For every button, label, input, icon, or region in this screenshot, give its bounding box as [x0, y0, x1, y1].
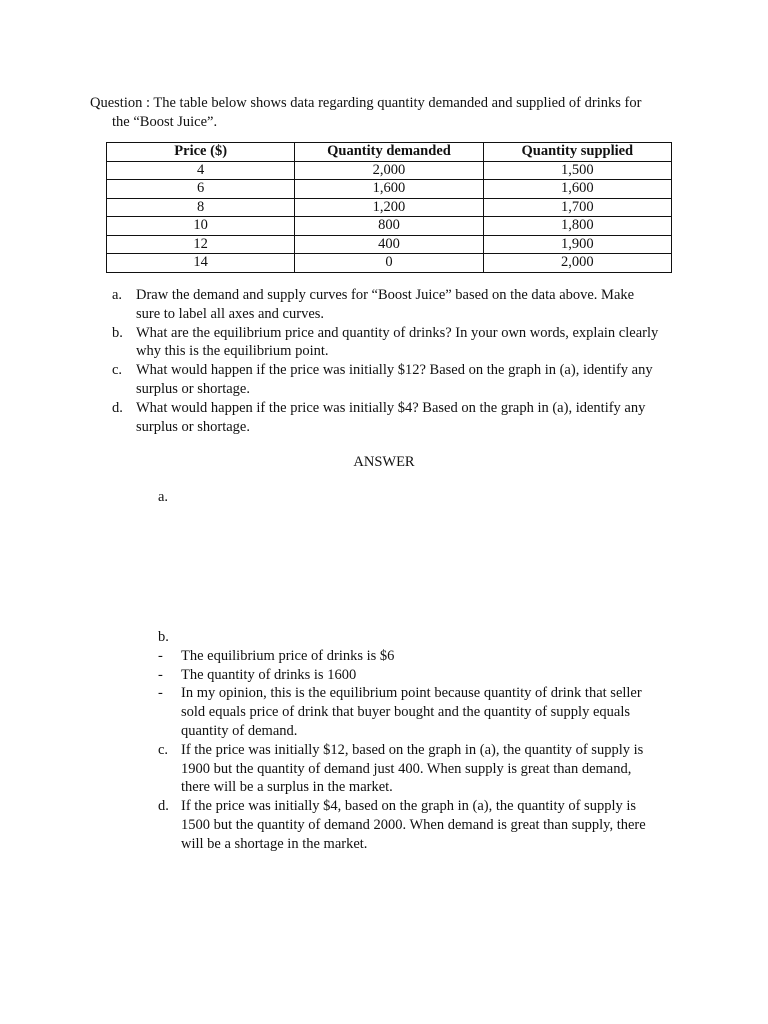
table-row [107, 217, 672, 236]
answer-line: there will be a surplus in the market. [181, 779, 393, 796]
answer-line: will be a shortage in the market. [181, 835, 368, 852]
task-item-b [112, 324, 682, 362]
answer-b-marker: b. [158, 629, 169, 645]
cell-supplied: 1,800 [483, 217, 671, 236]
task-line: surplus or shortage. [136, 418, 250, 435]
list-item [158, 666, 678, 685]
answer-a-marker: a. [158, 489, 169, 505]
table-row [107, 161, 672, 180]
answer-d [158, 797, 678, 853]
task-item-c [112, 361, 682, 399]
cell-demanded: 1,200 [295, 198, 483, 217]
answer-d-marker: d. [158, 798, 169, 815]
answer-line: If the price was initially $12, based on the graph in (a), the quantity of supply is [181, 741, 644, 758]
bullet-dash: - [158, 685, 163, 702]
task-marker: c. [112, 362, 123, 379]
answer-c-marker: c. [158, 741, 169, 758]
task-item-d [112, 399, 682, 437]
header-quantity-supplied: Quantity supplied [483, 143, 671, 162]
task-marker: d. [112, 399, 123, 416]
cell-demanded: 400 [295, 235, 483, 254]
price-quantity-table [106, 142, 672, 273]
answer-line: 1900 but the quantity of demand just 400. When supply is great than demand, [181, 760, 632, 777]
answer-line: 1500 but the quantity of demand 2000. When demand is great than supply, there [181, 816, 646, 833]
cell-supplied: 1,600 [483, 180, 671, 199]
header-price: Price ($) [107, 143, 295, 162]
bullet-line: The quantity of drinks is 1600 [181, 666, 357, 683]
answer-cd [158, 741, 678, 854]
task-marker: a. [112, 287, 123, 303]
task-line: surplus or shortage. [136, 380, 250, 397]
cell-price: 6 [107, 180, 295, 199]
task-line: Draw the demand and supply curves for “Boost Juice” based on the data above. Make [136, 287, 635, 303]
table-row [107, 235, 672, 254]
cell-supplied: 1,500 [483, 161, 671, 180]
bullet-line: In my opinion, this is the equilibrium point because quantity of drink that seller [181, 685, 642, 702]
bullet-line: The equilibrium price of drinks is $6 [181, 647, 395, 664]
task-line: why this is the equilibrium point. [136, 343, 329, 360]
answer-b-bullets [158, 647, 678, 741]
bullet-line: quantity of demand. [181, 722, 298, 739]
list-item [158, 647, 678, 666]
task-list [112, 286, 682, 436]
bullet-dash: - [158, 666, 163, 683]
task-line: What would happen if the price was initially $12? Based on the graph in (a), identify any [136, 362, 653, 379]
answer-b-section [158, 628, 678, 854]
table-row [107, 180, 672, 199]
task-marker: b. [112, 324, 123, 341]
cell-demanded: 800 [295, 217, 483, 236]
cell-demanded: 0 [295, 254, 483, 273]
question-line-1: Question : The table below shows data regarding quantity demanded and supplied of drinks for [90, 95, 642, 111]
answer-line: If the price was initially $4, based on the graph in (a), the quantity of supply is [181, 798, 637, 815]
task-line: sure to label all axes and curves. [136, 305, 325, 322]
cell-price: 10 [107, 217, 295, 236]
bullet-dash: - [158, 647, 163, 664]
bullet-line: sold equals price of drink that buyer bought and the quantity of supply equals [181, 704, 631, 721]
cell-supplied: 1,900 [483, 235, 671, 254]
answer-c [158, 741, 678, 797]
cell-demanded: 2,000 [295, 161, 483, 180]
cell-supplied: 2,000 [483, 254, 671, 273]
table-row [107, 254, 672, 273]
question-text [90, 94, 680, 132]
table-header-row [107, 143, 672, 162]
task-item-a [112, 286, 682, 324]
answer-heading: ANSWER [353, 454, 415, 470]
task-line: What would happen if the price was initially $4? Based on the graph in (a), identify any [136, 399, 646, 416]
table-row [107, 198, 672, 217]
header-quantity-demanded: Quantity demanded [295, 143, 483, 162]
cell-price: 8 [107, 198, 295, 217]
task-line: What are the equilibrium price and quantity of drinks? In your own words, explain clearly [136, 324, 659, 341]
cell-supplied: 1,700 [483, 198, 671, 217]
cell-demanded: 1,600 [295, 180, 483, 199]
cell-price: 14 [107, 254, 295, 273]
list-item [158, 684, 678, 740]
question-line-2: the “Boost Juice”. [112, 113, 218, 130]
cell-price: 4 [107, 161, 295, 180]
cell-price: 12 [107, 235, 295, 254]
